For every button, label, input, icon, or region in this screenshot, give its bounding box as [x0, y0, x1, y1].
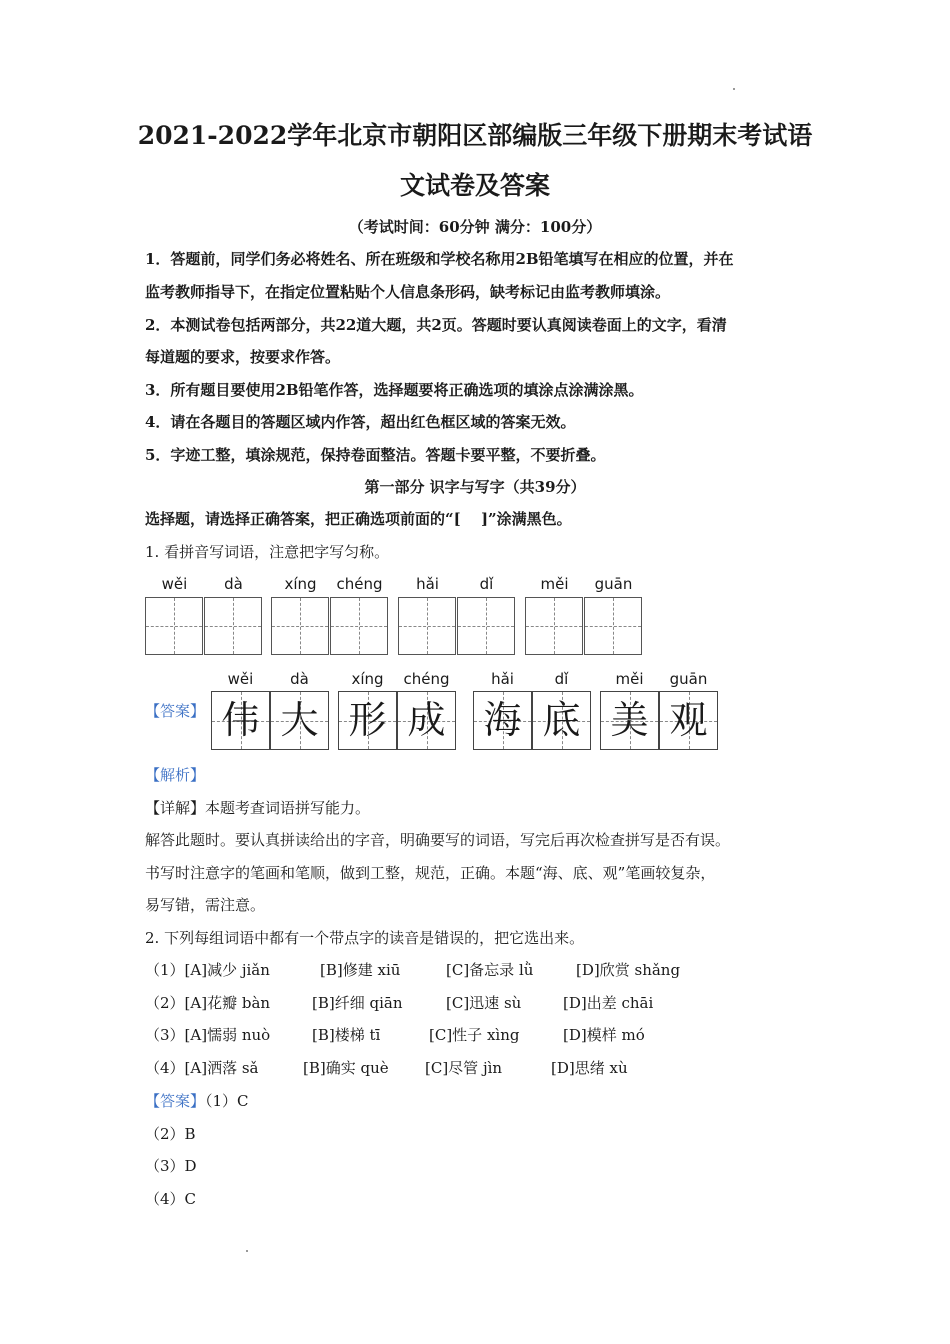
- detail-line: [145, 797, 370, 818]
- pinyin: xíng: [284, 575, 317, 593]
- writing-box[interactable]: [330, 597, 388, 655]
- writing-box[interactable]: [398, 597, 456, 655]
- pinyin: hǎi: [491, 670, 514, 688]
- pinyin: chéng: [403, 670, 450, 688]
- option-d[interactable]: [D]欣赏 shǎng: [576, 961, 681, 979]
- analysis-label: 【解析】: [145, 766, 206, 784]
- page-title: 2021-2022学年北京市朝阳区部编版三年级下册期末考试语: [137, 121, 813, 150]
- decorative-dot: [246, 1250, 248, 1252]
- writing-box[interactable]: [145, 597, 203, 655]
- answer-char-box: [338, 691, 397, 750]
- answer-char: 底: [542, 698, 581, 742]
- instruction-line: 5．字迹工整，填涂规范，保持卷面整洁。答题卡要平整，不要折叠。: [145, 446, 606, 464]
- answer-char: 伟: [221, 698, 260, 742]
- instruction-line: 监考教师指导下，在指定位置粘贴个人信息条形码，缺考标记由监考教师填涂。: [145, 283, 671, 301]
- answer-char: 观: [669, 698, 708, 742]
- answer-label: 【答案】: [145, 1092, 206, 1110]
- detail-text: 本题考查词语拼写能力。: [205, 799, 371, 817]
- option-b[interactable]: [B]纤细 qiān: [312, 994, 403, 1012]
- pinyin: hǎi: [416, 575, 439, 593]
- option-c[interactable]: [C]迅速 sù: [446, 994, 522, 1012]
- instruction-line: 4．请在各题目的答题区域内作答，超出红色框区域的答案无效。: [145, 413, 576, 431]
- answer-char-box: [211, 691, 270, 750]
- answer-value: （3）D: [145, 1157, 197, 1175]
- detail-label: 【详解】: [145, 799, 206, 817]
- pinyin: měi: [615, 670, 644, 688]
- option-a[interactable]: （1）[A]减少 jiǎn: [145, 961, 270, 979]
- decorative-dot: [733, 88, 735, 90]
- writing-box[interactable]: [271, 597, 329, 655]
- answer-value: （4）C: [145, 1190, 197, 1208]
- exam-info: （考试时间：60分钟 满分：100分）: [348, 218, 602, 236]
- pinyin: dà: [224, 575, 243, 593]
- pinyin: xíng: [351, 670, 384, 688]
- option-c[interactable]: [C]性子 xìng: [429, 1026, 520, 1044]
- pinyin: wěi: [227, 670, 254, 688]
- answer-char: 大: [280, 698, 319, 742]
- writing-box[interactable]: [204, 597, 262, 655]
- explain-line: 易写错，需注意。: [145, 896, 266, 914]
- option-b[interactable]: [B]楼梯 tī: [312, 1026, 381, 1044]
- page-title-line2: 文试卷及答案: [399, 171, 550, 200]
- pinyin: dǐ: [479, 575, 494, 593]
- pinyin: guān: [594, 575, 633, 593]
- pinyin: dà: [290, 670, 309, 688]
- option-c[interactable]: [C]尽管 jìn: [425, 1059, 503, 1077]
- answer-char-box: [659, 691, 718, 750]
- pinyin: guān: [669, 670, 708, 688]
- answer-value: （2）B: [145, 1125, 196, 1143]
- writing-box[interactable]: [457, 597, 515, 655]
- answer-char-box: [600, 691, 659, 750]
- option-c[interactable]: [C]备忘录 lǜ: [446, 961, 534, 979]
- pinyin: dǐ: [554, 670, 569, 688]
- answer-char: 成: [407, 698, 446, 742]
- answer-char: 形: [348, 698, 387, 742]
- pinyin: wěi: [161, 575, 188, 593]
- option-d[interactable]: [D]模样 mó: [563, 1026, 645, 1044]
- explain-line: 书写时注意字的笔画和笔顺，做到工整，规范，正确。本题“海、底、观”笔画较复杂，: [145, 864, 716, 882]
- pinyin: chéng: [336, 575, 383, 593]
- option-d[interactable]: [D]出差 chāi: [563, 994, 654, 1012]
- option-b[interactable]: [B]确实 què: [303, 1059, 389, 1077]
- question-1-stem: 1. 看拼音写词语，注意把字写匀称。: [145, 543, 390, 561]
- choice-note: 选择题，请选择正确答案，把正确选项前面的“[ ]”涂满黑色。: [145, 510, 572, 528]
- answer-char-box: [532, 691, 591, 750]
- answer-char-box: [473, 691, 532, 750]
- explain-line: 解答此题时。要认真拼读给出的字音，明确要写的词语，写完后再次检查拼写是否有误。: [145, 831, 731, 849]
- answer-char: 海: [483, 698, 522, 742]
- q2-answer-line: [145, 1090, 249, 1111]
- instruction-line: 每道题的要求，按要求作答。: [145, 348, 341, 366]
- option-a[interactable]: （4）[A]洒落 sǎ: [145, 1059, 259, 1077]
- question-2-stem: 2. 下列每组词语中都有一个带点字的读音是错误的，把它选出来。: [145, 929, 585, 947]
- option-a[interactable]: （3）[A]懦弱 nuò: [145, 1026, 271, 1044]
- instruction-line: 3．所有题目要使用2B铅笔作答，选择题要将正确选项的填涂点涂满涂黑。: [145, 381, 644, 399]
- answer-char: 美: [610, 698, 649, 742]
- instruction-line: 2．本测试卷包括两部分，共22道大题，共2页。答题时要认真阅读卷面上的文字，看清: [145, 316, 727, 334]
- option-b[interactable]: [B]修建 xiū: [320, 961, 401, 979]
- option-a[interactable]: （2）[A]花瓣 bàn: [145, 994, 271, 1012]
- answer-label: 【答案】: [145, 702, 206, 720]
- instruction-line: 1．答题前，同学们务必将姓名、所在班级和学校名称用2B铅笔填写在相应的位置，并在: [145, 250, 734, 268]
- pinyin: měi: [540, 575, 569, 593]
- answer-char-box: [270, 691, 329, 750]
- option-d[interactable]: [D]思绪 xù: [551, 1059, 628, 1077]
- answer-value: （1）C: [205, 1092, 249, 1110]
- answer-char-box: [397, 691, 456, 750]
- section-title: 第一部分 识字与写字（共39分）: [364, 478, 586, 496]
- writing-box[interactable]: [584, 597, 642, 655]
- writing-box[interactable]: [525, 597, 583, 655]
